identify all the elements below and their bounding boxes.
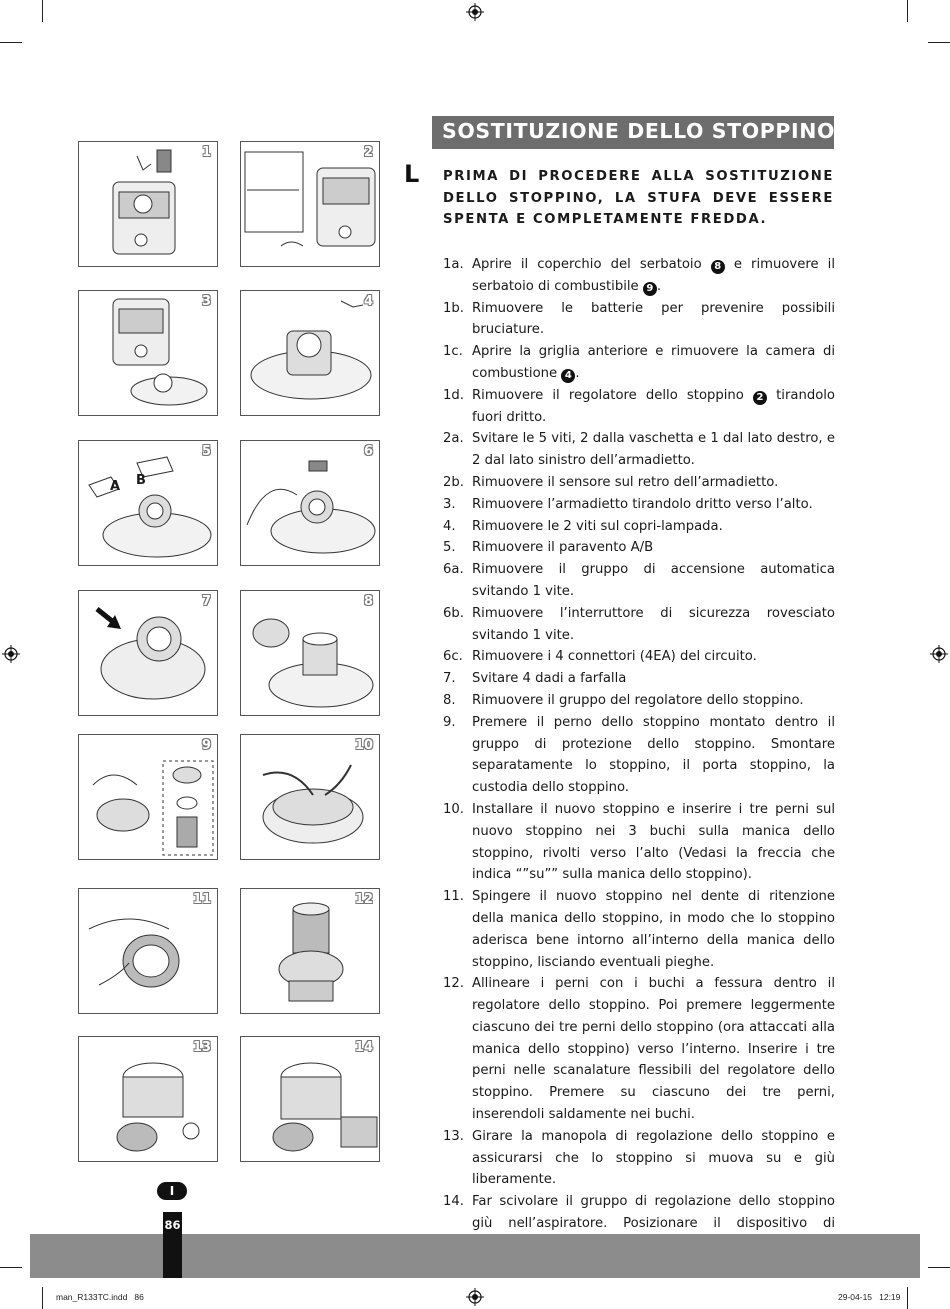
step-number: 14.	[443, 1194, 464, 1210]
step-number: 1d.	[443, 387, 464, 403]
figure-13	[78, 1036, 218, 1162]
step-text: Svitare le 5 viti, 2 dalla vaschetta e 1 dal lato destro, e 2 dal lato sinistro dell’armadietto.	[472, 431, 835, 469]
registration-mark-icon	[466, 3, 484, 21]
heater-illustration	[79, 889, 218, 1014]
step-text: Rimuovere le 2 viti sul copri-lampada.	[472, 518, 723, 534]
step-item	[443, 603, 835, 647]
crop-mark	[42, 0, 43, 22]
heater-illustration	[241, 441, 380, 566]
part-number-badge: 4	[561, 369, 575, 383]
step-number: 1a.	[443, 257, 464, 272]
figure-14	[240, 1036, 380, 1162]
figure-12	[240, 888, 380, 1014]
step-number: 4.	[443, 518, 456, 534]
step-item	[443, 494, 835, 516]
step-text: Rimuovere il regolatore dello stoppino 2 tirandolo fuori dritto.	[472, 387, 835, 425]
step-item	[443, 712, 835, 799]
step-number: 2a.	[443, 431, 464, 447]
step-item	[443, 516, 835, 538]
heater-illustration	[79, 735, 218, 860]
step-item	[443, 559, 835, 603]
heater-illustration	[79, 441, 218, 566]
figure-number: 6	[363, 444, 373, 459]
step-text: Rimuovere il sensore sul retro dell’armadietto.	[472, 474, 779, 490]
heater-illustration	[241, 735, 380, 860]
crop-mark	[42, 1287, 43, 1309]
step-text: Rimuovere l’interruttore di sicurezza rovesciato svitando 1 vite.	[472, 605, 835, 643]
step-item	[443, 472, 835, 494]
step-item	[443, 385, 835, 429]
step-item	[443, 973, 835, 1126]
figure-6	[240, 440, 380, 566]
part-number-badge: 9	[643, 282, 657, 296]
step-item	[443, 254, 835, 298]
heater-illustration	[79, 142, 218, 267]
heater-illustration	[79, 291, 218, 416]
step-number: 3.	[443, 496, 456, 512]
figure-5	[78, 440, 218, 566]
slug-file: man_R133TC.indd 86	[56, 1292, 144, 1302]
figure-number: 12	[354, 892, 373, 907]
figure-number: 4	[363, 294, 373, 309]
step-text: Allineare i perni con i buchi a fessura dentro il regolatore dello stoppino. Poi premere leggermente ciascuno dei tre perni dello stoppino (ora attaccati alla manica dello stoppino) verso l’interno. Inserire i tre perni nelle scanalature flessibili del regolatore dello stoppino. Premere su ciascuno dei tre perni, inserendoli saldamente nei buchi.	[472, 976, 835, 1123]
step-number: 10.	[443, 801, 464, 817]
step-item	[443, 298, 835, 342]
step-item	[443, 537, 835, 559]
step-item	[443, 428, 835, 472]
step-number: 11.	[443, 889, 464, 905]
registration-mark-icon	[930, 645, 948, 663]
figure-3	[78, 290, 218, 416]
step-item	[443, 690, 835, 712]
step-item	[443, 799, 835, 886]
step-number: 2b.	[443, 474, 464, 490]
language-letter: L	[404, 160, 420, 188]
heater-illustration	[241, 1037, 380, 1162]
figure-number: 8	[363, 594, 373, 609]
crop-mark	[0, 1267, 22, 1268]
heater-illustration	[79, 591, 218, 716]
step-item	[443, 646, 835, 668]
language-tab: I	[157, 1182, 187, 1200]
figure-1	[78, 141, 218, 267]
crop-mark	[907, 0, 908, 22]
section-title: SOSTITUZIONE DELLO STOPPINO	[442, 119, 836, 143]
slug-date: 29-04-15 12:19	[838, 1292, 901, 1302]
step-text: Rimuovere il gruppo del regolatore dello stoppino.	[472, 692, 804, 708]
figure-number: 11	[192, 892, 211, 907]
figure-number: 9	[201, 738, 211, 753]
step-item	[443, 341, 835, 385]
heater-illustration	[241, 889, 380, 1014]
crop-mark	[907, 1287, 908, 1309]
figure-number: 14	[354, 1040, 373, 1055]
step-number: 12.	[443, 976, 464, 992]
figure-9	[78, 734, 218, 860]
step-number: 8.	[443, 692, 456, 708]
step-text: Premere il perno dello stoppino montato dentro il gruppo di protezione dello stoppino. Smontare separatamente lo stoppino, il porta stoppino, la custodia dello stoppino.	[472, 714, 835, 796]
step-text: Girare la manopola di regolazione dello stoppino e assicurarsi che lo stoppino si muova su e giù liberamente.	[472, 1128, 835, 1188]
figure-number: 7	[201, 594, 211, 609]
step-number: 6b.	[443, 605, 464, 621]
heater-illustration	[79, 1037, 218, 1162]
step-text: Rimuovere i 4 connettori (4EA) del circuito.	[472, 649, 757, 665]
step-text: Aprire la griglia anteriore e rimuovere la camera di combustione 4 .	[472, 344, 835, 381]
part-number-badge: 8	[711, 260, 725, 274]
crop-mark	[928, 42, 950, 43]
step-item	[443, 886, 835, 973]
step-text: Installare il nuovo stoppino e inserire i tre perni sul nuovo stoppino nei 3 buchi sulla manica dello stoppino, rivolti verso l’alto (Vedasi la freccia che indica “”su”” sulla manica dello stoppino).	[472, 801, 835, 883]
crop-mark	[928, 1267, 950, 1268]
step-number: 6a.	[443, 562, 464, 578]
heater-illustration	[241, 591, 380, 716]
step-number: 1b.	[443, 300, 464, 316]
step-number: 7.	[443, 671, 456, 687]
section-title-bar	[432, 116, 834, 149]
step-list	[443, 254, 835, 1257]
step-text: Spingere il nuovo stoppino nel dente di ritenzione della manica dello stoppino, in modo che lo stoppino aderisca bene intorno all’interno della manica dello stoppino, lisciando eventuali pieghe.	[472, 889, 835, 970]
figure-number: 3	[201, 294, 211, 309]
part-number-badge: 2	[753, 391, 767, 405]
figure-7	[78, 590, 218, 716]
registration-mark-icon	[466, 1288, 484, 1306]
step-item	[443, 668, 835, 690]
heater-illustration	[241, 142, 380, 267]
step-text: Svitare 4 dadi a farfalla	[472, 671, 627, 687]
warning-text: PRIMA DI PROCEDERE ALLA SOSTITUZIONE DELLO STOPPINO, LA STUFA DEVE ESSERE SPENTA E COMPLETAMENTE FREDDA.	[443, 169, 834, 227]
step-number: 13.	[443, 1128, 464, 1144]
step-text: Rimuovere l’armadietto tirandolo dritto verso l’alto.	[472, 496, 813, 512]
figure-11	[78, 888, 218, 1014]
step-number: 1c.	[443, 344, 463, 360]
step-number: 6c.	[443, 649, 463, 665]
step-text: Rimuovere il paravento A/B	[472, 540, 654, 556]
figure-number: 10	[354, 738, 373, 753]
figure-number: 2	[363, 145, 373, 160]
step-text: Rimuovere il gruppo di accensione automatica svitando 1 vite.	[472, 562, 835, 599]
figure-number: 5	[201, 444, 211, 459]
label-b: B	[136, 473, 146, 488]
registration-mark-icon	[2, 645, 20, 663]
figure-10	[240, 734, 380, 860]
figure-8	[240, 590, 380, 716]
label-a: A	[110, 479, 121, 494]
figure-number: 1	[201, 145, 211, 160]
figure-4	[240, 290, 380, 416]
step-number: 5.	[443, 540, 456, 556]
heater-illustration	[241, 291, 380, 416]
step-number: 9.	[443, 714, 456, 730]
step-text: Far scivolare il gruppo di regolazione dello stoppino giù nell’aspiratore. Posizionare il dispositivo di	[472, 1194, 835, 1232]
step-text: Rimuovere le batterie per prevenire possibili bruciature.	[472, 300, 835, 338]
crop-mark	[0, 42, 22, 43]
step-text: Aprire il coperchio del serbatoio 8 e rimuovere il serbatoio di combustibile 9 .	[472, 257, 835, 294]
figure-2	[240, 141, 380, 267]
page-number: 86	[164, 1218, 181, 1232]
figure-number: 13	[192, 1040, 211, 1055]
step-item	[443, 1126, 835, 1191]
